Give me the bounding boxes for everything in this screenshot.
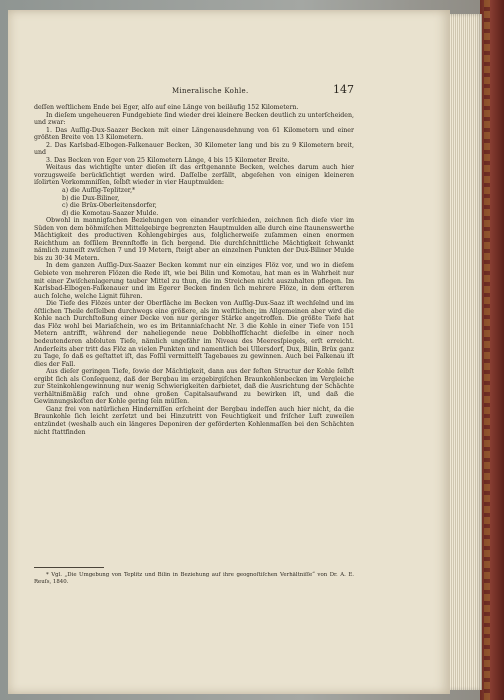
- body-text: [34, 104, 354, 436]
- list-item: a) die Auſſig-Teplitzer,*: [62, 187, 136, 195]
- list-item: b) die Dux-Biliner,: [62, 194, 120, 202]
- page-header: [34, 83, 354, 100]
- list-item: c) die Brüx-Oberleitensdorfer,: [62, 202, 157, 210]
- book-cover-board: [480, 0, 504, 700]
- footnote-text: * Vgl. „Die Umgebung von Teplitz und Bilin in Beziehung auf ihre geognoſtiſchen Verhältniſſe“ von Dr. A. E. Reuſs, 1840.: [34, 572, 354, 585]
- footnote-divider: [34, 567, 104, 568]
- paragraph: deſſen weſtlichem Ende bei Eger, alſo auf eine Länge von beiläufig 152 Kilometern.: [34, 104, 299, 111]
- paragraph: In dem ganzen Auſſig-Dux-Saazer Becken kommt nur ein einziges Flöz vor, und wo in dieſem Gebiete von mehreren Flözen die Rede iſt, wie bei Bilin und Komotau, hat man es in Wahrheit nur mit einer Zwiſchenlagerung tauber Mittel zu thun, die im Streichen nicht auszuhalten pflegen. Im Karlsbad-Elbogen-Falkenauer und im Egerer Becken finden ſich mehrere Flöze, in dem erſteren auch ſolche, welche Lignit führen.: [34, 262, 354, 300]
- paragraph: Weitaus das wichtigſte unter dieſen iſt das erſtgenannte Becken, welches darum auch hier vorzugsweiſe berückſichtigt werden wird. Daſſelbe zerfällt, abgeſehen von einigen kleineren iſolirten Vorkommniſſen, ſelbſt wieder in vier Hauptmulden:: [34, 164, 354, 187]
- list-item: d) die Komotau-Saazer Mulde.: [62, 209, 159, 217]
- paragraph: Ganz frei von natürlichen Hinderniſſen erſcheint der Bergbau indeſſen auch hier nicht, da die Braunkohle ſich leicht zerſetzt und bei Hinzutritt von Feuchtigkeit und friſcher Luft zuweilen entzündet (weshalb auch ein längeres Deponiren der geförderten Kohlenmaſſen bei den Schächten nicht ſtattfinden: [34, 405, 354, 436]
- paragraph: 1. Das Auſſig-Dux-Saazer Becken mit einer Längenausdehnung von 61 Kilometern und einer größten Breite von 13 Kilometern.: [34, 126, 354, 142]
- page-number: 147: [333, 83, 354, 96]
- paragraph: 3. Das Becken von Eger von 25 Kilometern Länge, 4 bis 15 Kilometer Breite.: [46, 156, 290, 164]
- paragraph: 2. Das Karlsbad-Elbogen-Falkenauer Becken, 30 Kilometer lang und bis zu 9 Kilometern breit, und: [34, 141, 354, 157]
- paragraph: Aus dieſer geringen Tiefe, ſowie der Mächtigkeit, dann aus der feſten Structur der Kohle ſelbſt ergibt ſich als Conſequenz, daß der Bergbau im erzgebirgiſchen Braunkohlenbecken im Vergleiche zur Steinkohlengewinnung nur wenig Schwierigkeiten darbietet, daß die Ausrichtung der Schächte verhältnißmäßig raſch und ohne großen Capitalsaufwand zu bewirken iſt, und daß die Gewinnungskoſten der Kohle gering ſein müſſen.: [34, 368, 354, 406]
- footnote: [34, 572, 354, 585]
- paragraph: Die Tiefe des Flözes unter der Oberfläche im Becken von Auſſig-Dux-Saaz iſt wechſelnd und im öſtlichen Theile deſſelben durchwegs eine größere, als im weſtlichen; im Allgemeinen aber wird die Kohle nach Durchſtoßung einer Decke von nur geringer Stärke angetroffen. Die größte Tiefe hat das Flöz wohl bei Mariaſchein, wo es im Britanniaſchacht Nr. 3 die Kohle in einer Tiefe von 151 Metern antrifft, während der naheliegende neue Dobblhoffſchacht dieſelbe in einer noch bedeutenderen abſoluten Tiefe, nämlich ungefähr im Niveau des Meeresſpiegels, erſt erreicht. Anderſeits aber tritt das Flöz an vielen Punkten und namentlich bei Ullersdorf, Dux, Bilin, Brüx ganz zu Tage, ſo daß es geſtattet iſt, das Foſſil vermittelſt Tagebaues zu gewinnen. Auch bei Falkenau iſt dies der Fall.: [34, 300, 354, 368]
- paragraph: Obwohl in mannigfachen Beziehungen von einander verſchieden, zeichnen ſich dieſe vier im Süden von dem böhmiſchen Mittelgebirge begrenzten Hauptmulden alle durch eine ſtaunenswerthe Mächtigkeit des productiven Kohlengebirges aus, folglicherweiſe zuſammen einen enormen Reichthum an foſſilem Brennſtoffe in ſich bergend. Die durchſchnittliche Mächtigkeit ſchwankt nämlich zumeiſt zwiſchen 7 und 19 Metern, ſteigt aber an einzelnen Punkten der Dux-Biliner Mulde bis zu 30·34 Metern.: [34, 217, 354, 262]
- basin-list: [34, 187, 354, 217]
- running-head: Mineralische Kohle.: [172, 87, 249, 95]
- paragraph: In dieſem ungeheueren Fundgebiete ſind wieder drei kleinere Becken deutlich zu unterſcheiden, und zwar:: [34, 111, 354, 127]
